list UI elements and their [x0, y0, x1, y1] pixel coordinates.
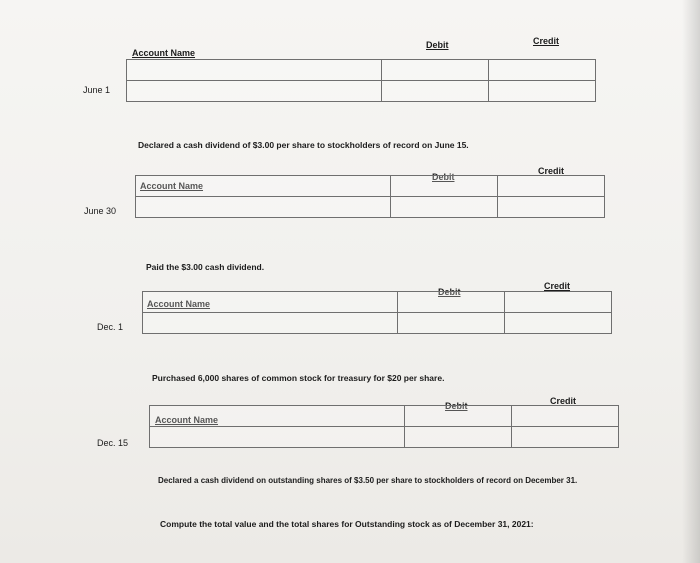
transaction-description: Paid the $3.00 cash dividend.: [146, 262, 265, 272]
table-row: [150, 406, 619, 427]
final-question: Compute the total value and the total shares for Outstanding stock as of December 31, 2021:: [160, 519, 534, 529]
credit-header: Credit: [533, 36, 560, 46]
debit-header: Debit: [426, 40, 449, 50]
account-name-header: Account Name: [147, 299, 211, 309]
debit-cell[interactable]: [405, 406, 512, 427]
debit-header: Debit: [438, 287, 461, 297]
account-name-header: Account Name: [132, 48, 196, 58]
entry-date: June 1: [83, 85, 111, 95]
entry-date: June 30: [84, 206, 117, 216]
debit-header: Debit: [432, 172, 455, 182]
journal-table: [149, 405, 619, 448]
transaction-description: Purchased 6,000 shares of common stock for treasury for $20 per share.: [152, 373, 445, 383]
transaction-description: Declared a cash dividend of $3.00 per share to stockholders of record on June 15.: [138, 140, 469, 150]
entry-date: Dec. 1: [97, 322, 124, 332]
credit-header: Credit: [550, 396, 577, 406]
debit-cell[interactable]: [405, 427, 512, 448]
account-name-cell[interactable]: [150, 427, 405, 448]
credit-cell[interactable]: [512, 406, 619, 427]
table-row: [150, 427, 619, 448]
debit-header: Debit: [445, 401, 468, 411]
page-shadow: [682, 0, 700, 563]
account-name-header: Account Name: [140, 181, 204, 191]
credit-header: Credit: [544, 281, 571, 291]
credit-cell[interactable]: [512, 427, 619, 448]
credit-header: Credit: [538, 166, 565, 176]
entry-date: Dec. 15: [97, 438, 129, 448]
transaction-description: Declared a cash dividend on outstanding shares of $3.50 per share to stockholders of record on December 31.: [158, 476, 578, 485]
account-name-header: Account Name: [155, 415, 219, 425]
account-name-cell[interactable]: [150, 406, 405, 427]
